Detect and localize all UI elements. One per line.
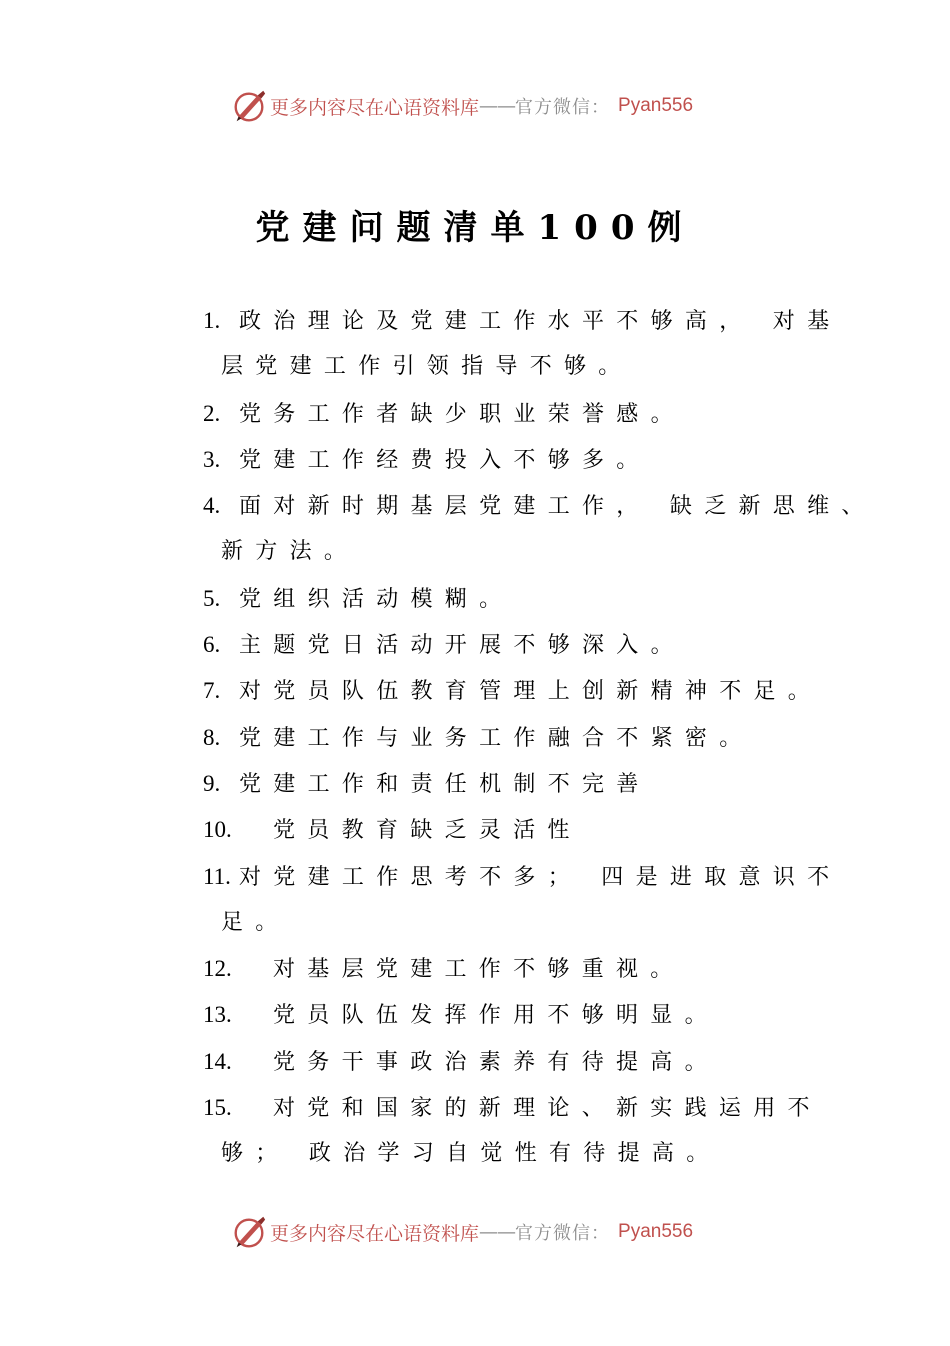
wechat-label: 官方微信：: [515, 1223, 611, 1244]
list-item-text: 党组织活动模糊。: [239, 586, 514, 612]
issue-list: [203, 298, 876, 1178]
list-item-first-line: [203, 807, 863, 853]
list-item-continuation-line: [203, 900, 863, 946]
list-item: [203, 946, 863, 992]
list-item: [203, 854, 863, 947]
list-item-text: 对党建工作思考不多； 四是进取意识不: [239, 864, 842, 890]
list-item-first-line: [203, 1085, 863, 1131]
list-item: [203, 1039, 863, 1085]
list-item-text: 党员教育缺乏灵活性: [273, 818, 582, 844]
list-item-number: 7.: [203, 678, 221, 704]
header-watermark-banner: [230, 86, 750, 126]
list-item-text: 新方法。: [221, 539, 359, 565]
list-item-number: 5.: [203, 585, 221, 611]
list-item-text: 主题党日活动开展不够深入。: [239, 633, 685, 659]
list-item-continuation-line: [203, 529, 863, 575]
wechat-id: Pyan556: [618, 95, 694, 116]
pen-logo-icon: [230, 87, 268, 125]
list-item-first-line: [203, 1039, 863, 1085]
list-item-number: 13.: [203, 1002, 232, 1028]
list-item-number: 14.: [203, 1048, 232, 1074]
list-item-text: 面对新时期基层党建工作， 缺乏新思维、: [239, 494, 876, 520]
list-item-text: 党建工作和责任机制不完善: [239, 771, 651, 797]
list-item-first-line: [203, 437, 863, 483]
list-item: [203, 483, 876, 576]
list-item-text: 党务干事政治素养有待提高。: [273, 1049, 719, 1075]
list-item-text: 党员队伍发挥作用不够明显。: [273, 1003, 719, 1029]
list-item-text: 政治理论及党建工作水平不够高， 对基: [239, 309, 842, 334]
list-item-text: 对基层党建工作不够重视。: [273, 957, 685, 983]
list-item-first-line: [203, 483, 876, 529]
list-item-text: 党建工作与业务工作融合不紧密。: [239, 725, 754, 751]
list-item-first-line: [203, 992, 863, 1038]
list-item-text: 对党员队伍教育管理上创新精神不足。: [239, 679, 823, 705]
list-item-number: 10.: [203, 817, 232, 843]
wechat-label: 官方微信：: [515, 97, 611, 118]
brand-text: 更多内容尽在心语资料库: [270, 1222, 480, 1245]
list-item-number: 11.: [203, 863, 231, 889]
document-title: 党建问题清单100例: [255, 208, 695, 248]
list-item: [203, 437, 863, 483]
list-item-number: 4.: [203, 493, 221, 519]
list-item-continuation-line: [203, 344, 863, 390]
list-item-text: 足。: [221, 909, 290, 935]
pen-logo-icon: [230, 1213, 268, 1251]
list-item-number: 9.: [203, 770, 221, 796]
list-item-first-line: [203, 576, 863, 622]
list-item-number: 6.: [203, 632, 221, 658]
list-item-number: 8.: [203, 724, 221, 750]
wechat-id: Pyan556: [618, 1221, 694, 1242]
list-item: [203, 992, 863, 1038]
list-item-first-line: [203, 761, 863, 807]
list-item: [203, 298, 863, 391]
list-item: [203, 761, 863, 807]
list-item: [203, 807, 863, 853]
list-item-text: 够； 政治学习自觉性有待提高。: [221, 1141, 721, 1167]
list-item-text: 党建工作经费投入不够多。: [239, 447, 651, 473]
list-item-first-line: [203, 668, 863, 714]
list-item: [203, 668, 863, 714]
list-item-first-line: [203, 391, 863, 437]
list-item: [203, 576, 863, 622]
footer-watermark-banner: [230, 1212, 750, 1252]
list-item-text: 对党和国家的新理论、新实践运用不: [273, 1096, 822, 1122]
list-item-number: 12.: [203, 956, 232, 982]
brand-text: 更多内容尽在心语资料库: [270, 96, 480, 119]
list-item-first-line: [203, 622, 863, 668]
list-item-first-line: [203, 298, 863, 344]
list-item-number: 2.: [203, 400, 221, 426]
list-item-number: 3.: [203, 446, 221, 472]
list-item: [203, 391, 863, 437]
list-item-text: 党务工作者缺少职业荣誉感。: [239, 401, 685, 427]
list-item-first-line: [203, 946, 863, 992]
banner-dash: ——: [479, 1221, 516, 1243]
list-item-number: 1.: [203, 308, 221, 333]
list-item-continuation-line: [203, 1131, 863, 1177]
list-item-first-line: [203, 715, 863, 761]
list-item-text: 层党建工作引领指导不够。: [221, 354, 633, 380]
banner-dash: ——: [479, 95, 516, 117]
list-item: [203, 715, 863, 761]
list-item: [203, 1085, 863, 1178]
list-item-first-line: [203, 854, 863, 900]
list-item-number: 15.: [203, 1095, 232, 1121]
list-item: [203, 622, 863, 668]
